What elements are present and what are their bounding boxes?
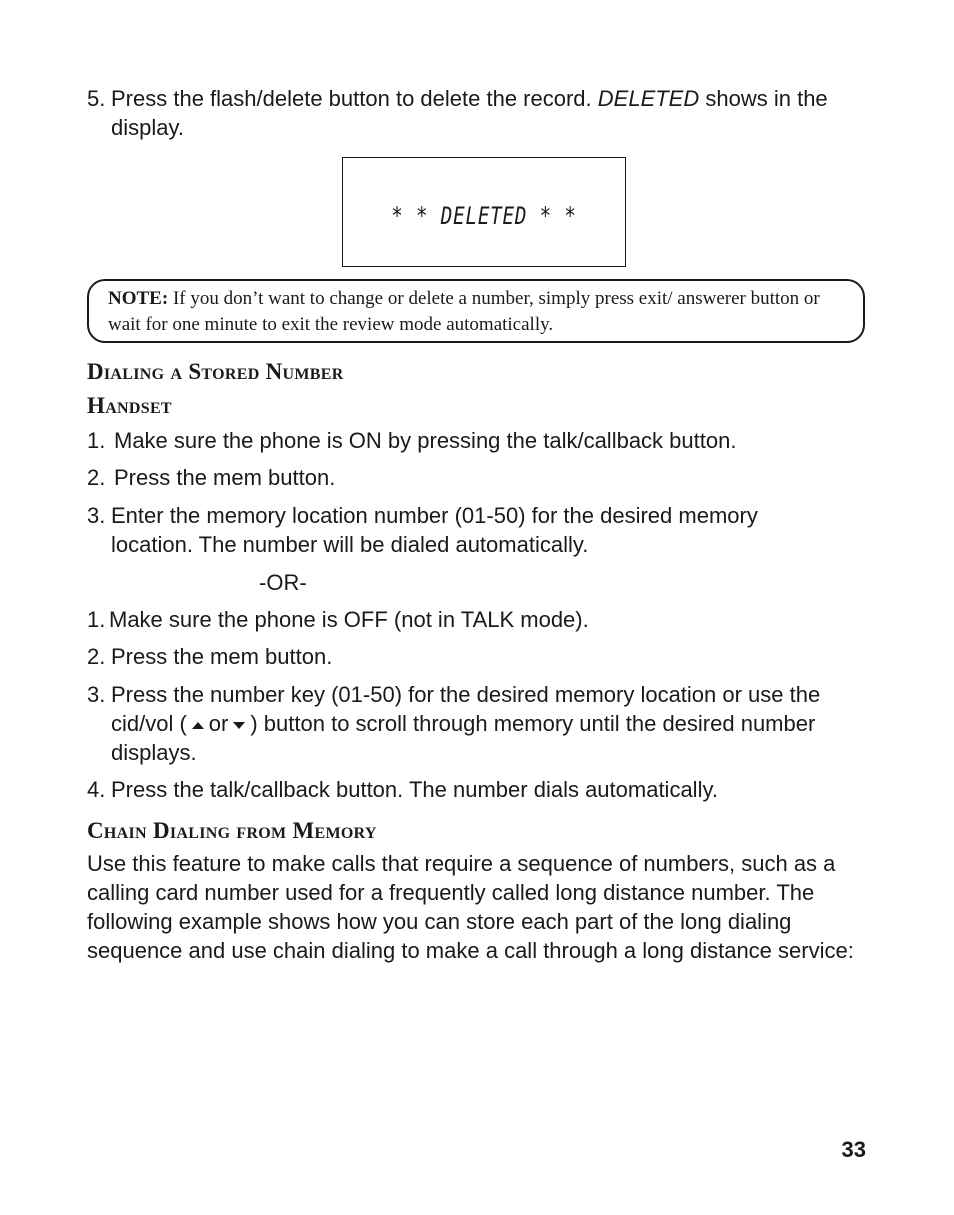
step-b-2	[87, 642, 877, 671]
step-number: 1.	[87, 428, 106, 453]
note-body: If you don’t want to change or delete a number, simply press exit/ answerer button or wait for one minute to exit the review mode automatically.	[108, 288, 820, 335]
triangle-up-icon	[192, 722, 204, 729]
lcd-display	[342, 157, 626, 267]
step-b-1	[87, 605, 877, 634]
deleted-emphasis: DELETED	[597, 86, 700, 111]
chain-body-paragraph: Use this feature to make calls that require a sequence of numbers, such as a calling card number used for a frequently called long distance number. The following example shows how you can store each part of the long dialing sequence and use chain dialing to make a call through a long distance service:	[87, 851, 854, 963]
step-number: 1.	[87, 607, 106, 632]
step-text: Press the mem button.	[114, 465, 336, 490]
step-a-3	[87, 501, 827, 559]
step-5	[87, 84, 877, 142]
step-text: Make sure the phone is ON by pressing the talk/callback button.	[114, 428, 737, 453]
step-number: 3.	[87, 682, 106, 707]
lcd-display-text: * * DELETED * *	[391, 202, 577, 230]
step-text: Press the talk/callback button. The number dials automatically.	[111, 777, 718, 802]
step-number: 2.	[87, 644, 106, 669]
step-number: 4.	[87, 777, 106, 802]
step-text-after: ) button to scroll through memory until the desired number displays.	[111, 711, 816, 765]
or-word: or	[208, 711, 229, 736]
step-b-4	[87, 775, 877, 804]
triangle-down-icon	[233, 722, 245, 729]
step-text-after: shows in the display.	[111, 86, 828, 140]
step-number: 3.	[87, 503, 106, 528]
step-text: Enter the memory location number (01-50) for the desired memory location. The number will be dialed automatically.	[111, 503, 758, 557]
step-b-3	[87, 680, 877, 767]
step-text: Make sure the phone is OFF (not in TALK mode).	[109, 607, 589, 632]
note-label: NOTE:	[108, 288, 169, 309]
step-a-1	[87, 426, 877, 455]
page-number: 33	[841, 1137, 866, 1162]
section-title-dialing: Dialing a Stored Number	[87, 359, 344, 384]
section-title-chain: Chain Dialing from Memory	[87, 818, 377, 843]
step-a-2	[87, 463, 877, 492]
note-box	[87, 279, 865, 343]
step-number: 2.	[87, 465, 106, 490]
note-text	[108, 286, 853, 338]
step-number: 5.	[87, 86, 106, 111]
step-text: Press the mem button.	[111, 644, 333, 669]
step-text: Press the flash/delete button to delete the record.	[111, 86, 592, 111]
section-subtitle-handset: Handset	[87, 393, 172, 418]
or-separator: -OR-	[259, 570, 307, 595]
step-text: Press the number key (01-50) for the desired memory location or use the cid/vol (	[111, 682, 821, 736]
